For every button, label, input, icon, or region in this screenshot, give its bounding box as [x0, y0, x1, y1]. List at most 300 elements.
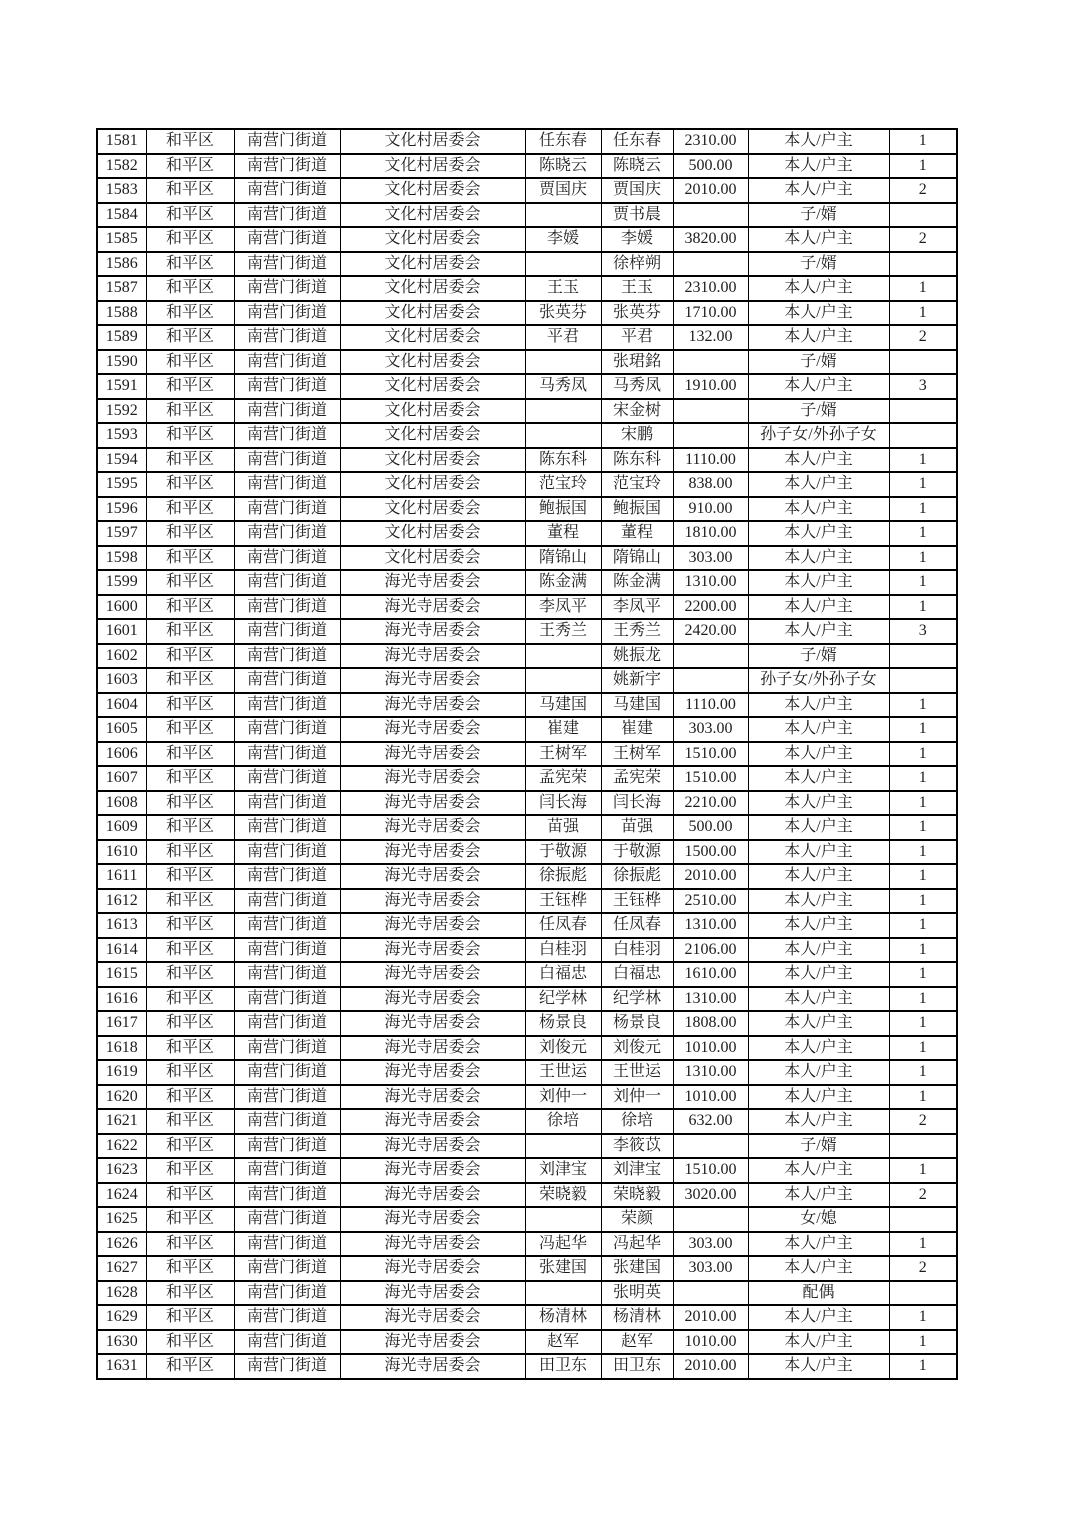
cell-member: 闫长海	[601, 791, 673, 816]
cell-committee: 海光寺居委会	[340, 815, 525, 840]
cell-count	[889, 1281, 957, 1306]
cell-amount: 2010.00	[673, 178, 748, 203]
table-row	[97, 668, 957, 693]
cell-name	[525, 644, 601, 669]
table-row	[97, 1109, 957, 1134]
cell-street: 南营门街道	[234, 570, 340, 595]
table-row	[97, 1281, 957, 1306]
cell-member: 马秀凤	[601, 374, 673, 399]
cell-name: 贾国庆	[525, 178, 601, 203]
cell-relation: 本人/户主	[748, 154, 889, 179]
cell-count: 1	[889, 889, 957, 914]
cell-member: 刘仲一	[601, 1085, 673, 1110]
table-row	[97, 497, 957, 522]
cell-member: 荣颜	[601, 1207, 673, 1232]
table-row	[97, 766, 957, 791]
table-row	[97, 1060, 957, 1085]
cell-committee: 文化村居委会	[340, 301, 525, 326]
cell-committee: 海光寺居委会	[340, 1207, 525, 1232]
cell-count: 1	[889, 864, 957, 889]
cell-relation: 本人/户主	[748, 1354, 889, 1379]
cell-relation: 本人/户主	[748, 1183, 889, 1208]
cell-committee: 海光寺居委会	[340, 668, 525, 693]
cell-count	[889, 1207, 957, 1232]
cell-committee: 海光寺居委会	[340, 1330, 525, 1355]
cell-name	[525, 1207, 601, 1232]
cell-seq: 1590	[97, 350, 146, 375]
cell-district: 和平区	[146, 595, 234, 620]
cell-street: 南营门街道	[234, 203, 340, 228]
cell-committee: 海光寺居委会	[340, 913, 525, 938]
cell-seq: 1605	[97, 717, 146, 742]
cell-district: 和平区	[146, 178, 234, 203]
cell-member: 苗强	[601, 815, 673, 840]
cell-street: 南营门街道	[234, 1085, 340, 1110]
cell-street: 南营门街道	[234, 693, 340, 718]
cell-count: 2	[889, 1109, 957, 1134]
table-row	[97, 1134, 957, 1159]
cell-member: 张建国	[601, 1256, 673, 1281]
cell-seq: 1583	[97, 178, 146, 203]
cell-district: 和平区	[146, 546, 234, 571]
cell-count: 1	[889, 595, 957, 620]
cell-member: 李凤平	[601, 595, 673, 620]
cell-street: 南营门街道	[234, 668, 340, 693]
cell-seq: 1584	[97, 203, 146, 228]
cell-seq: 1607	[97, 766, 146, 791]
cell-district: 和平区	[146, 448, 234, 473]
cell-seq: 1594	[97, 448, 146, 473]
table-row	[97, 472, 957, 497]
cell-amount: 1110.00	[673, 448, 748, 473]
cell-seq: 1620	[97, 1085, 146, 1110]
cell-street: 南营门街道	[234, 448, 340, 473]
cell-relation: 本人/户主	[748, 570, 889, 595]
cell-amount: 1610.00	[673, 962, 748, 987]
cell-amount: 1808.00	[673, 1011, 748, 1036]
cell-street: 南营门街道	[234, 252, 340, 277]
cell-district: 和平区	[146, 1158, 234, 1183]
cell-seq: 1625	[97, 1207, 146, 1232]
cell-member: 徐梓朔	[601, 252, 673, 277]
cell-count: 3	[889, 374, 957, 399]
table-row	[97, 203, 957, 228]
cell-seq: 1609	[97, 815, 146, 840]
cell-relation: 孙子女/外孙子女	[748, 423, 889, 448]
cell-district: 和平区	[146, 252, 234, 277]
cell-street: 南营门街道	[234, 791, 340, 816]
cell-relation: 配偶	[748, 1281, 889, 1306]
cell-member: 崔建	[601, 717, 673, 742]
cell-street: 南营门街道	[234, 962, 340, 987]
cell-seq: 1610	[97, 840, 146, 865]
cell-name: 董程	[525, 521, 601, 546]
cell-street: 南营门街道	[234, 1305, 340, 1330]
cell-amount: 1510.00	[673, 766, 748, 791]
cell-relation: 子/婿	[748, 350, 889, 375]
cell-street: 南营门街道	[234, 840, 340, 865]
cell-name: 徐振彪	[525, 864, 601, 889]
cell-member: 张明英	[601, 1281, 673, 1306]
cell-relation: 本人/户主	[748, 1330, 889, 1355]
cell-name: 苗强	[525, 815, 601, 840]
cell-committee: 文化村居委会	[340, 374, 525, 399]
cell-amount: 838.00	[673, 472, 748, 497]
cell-district: 和平区	[146, 791, 234, 816]
table-row	[97, 546, 957, 571]
cell-committee: 海光寺居委会	[340, 1109, 525, 1134]
cell-street: 南营门街道	[234, 889, 340, 914]
cell-name: 任凤春	[525, 913, 601, 938]
cell-member: 范宝玲	[601, 472, 673, 497]
cell-district: 和平区	[146, 325, 234, 350]
cell-committee: 海光寺居委会	[340, 619, 525, 644]
cell-committee: 海光寺居委会	[340, 766, 525, 791]
cell-street: 南营门街道	[234, 595, 340, 620]
cell-count: 2	[889, 1256, 957, 1281]
cell-name: 徐培	[525, 1109, 601, 1134]
cell-committee: 海光寺居委会	[340, 791, 525, 816]
cell-count: 1	[889, 276, 957, 301]
cell-committee: 海光寺居委会	[340, 1281, 525, 1306]
cell-seq: 1600	[97, 595, 146, 620]
cell-district: 和平区	[146, 423, 234, 448]
cell-name: 陈东科	[525, 448, 601, 473]
cell-amount: 2010.00	[673, 864, 748, 889]
cell-seq: 1622	[97, 1134, 146, 1159]
cell-street: 南营门街道	[234, 178, 340, 203]
cell-member: 杨景良	[601, 1011, 673, 1036]
table-row	[97, 252, 957, 277]
cell-relation: 本人/户主	[748, 448, 889, 473]
cell-district: 和平区	[146, 1134, 234, 1159]
cell-amount: 910.00	[673, 497, 748, 522]
cell-member: 白桂羽	[601, 938, 673, 963]
cell-member: 刘津宝	[601, 1158, 673, 1183]
cell-member: 孟宪荣	[601, 766, 673, 791]
cell-member: 贾国庆	[601, 178, 673, 203]
cell-amount: 303.00	[673, 1232, 748, 1257]
cell-name: 王秀兰	[525, 619, 601, 644]
cell-district: 和平区	[146, 962, 234, 987]
cell-seq: 1589	[97, 325, 146, 350]
cell-relation: 本人/户主	[748, 717, 889, 742]
cell-seq: 1608	[97, 791, 146, 816]
cell-seq: 1611	[97, 864, 146, 889]
cell-name: 田卫东	[525, 1354, 601, 1379]
cell-district: 和平区	[146, 987, 234, 1012]
cell-seq: 1630	[97, 1330, 146, 1355]
cell-amount: 500.00	[673, 815, 748, 840]
cell-count: 1	[889, 301, 957, 326]
cell-amount: 2310.00	[673, 276, 748, 301]
cell-district: 和平区	[146, 864, 234, 889]
cell-street: 南营门街道	[234, 619, 340, 644]
table-row	[97, 1183, 957, 1208]
cell-count	[889, 423, 957, 448]
cell-relation: 本人/户主	[748, 497, 889, 522]
cell-district: 和平区	[146, 619, 234, 644]
cell-count: 1	[889, 1330, 957, 1355]
cell-relation: 本人/户主	[748, 864, 889, 889]
cell-seq: 1595	[97, 472, 146, 497]
cell-amount: 632.00	[673, 1109, 748, 1134]
cell-street: 南营门街道	[234, 399, 340, 424]
cell-district: 和平区	[146, 1183, 234, 1208]
cell-amount: 1010.00	[673, 1036, 748, 1061]
table-row	[97, 276, 957, 301]
cell-street: 南营门街道	[234, 423, 340, 448]
cell-count: 1	[889, 840, 957, 865]
cell-amount	[673, 668, 748, 693]
cell-district: 和平区	[146, 1281, 234, 1306]
cell-street: 南营门街道	[234, 472, 340, 497]
cell-committee: 海光寺居委会	[340, 570, 525, 595]
cell-amount: 1010.00	[673, 1330, 748, 1355]
cell-count	[889, 1134, 957, 1159]
cell-relation: 本人/户主	[748, 619, 889, 644]
cell-relation: 本人/户主	[748, 276, 889, 301]
cell-amount: 1310.00	[673, 570, 748, 595]
cell-relation: 本人/户主	[748, 693, 889, 718]
cell-seq: 1585	[97, 227, 146, 252]
cell-committee: 海光寺居委会	[340, 1354, 525, 1379]
cell-committee: 海光寺居委会	[340, 962, 525, 987]
cell-district: 和平区	[146, 350, 234, 375]
cell-name: 刘津宝	[525, 1158, 601, 1183]
cell-committee: 海光寺居委会	[340, 1134, 525, 1159]
table-row	[97, 913, 957, 938]
cell-seq: 1587	[97, 276, 146, 301]
cell-street: 南营门街道	[234, 1281, 340, 1306]
cell-name: 张建国	[525, 1256, 601, 1281]
cell-relation: 本人/户主	[748, 178, 889, 203]
table-row	[97, 1232, 957, 1257]
cell-count: 1	[889, 472, 957, 497]
cell-name: 杨景良	[525, 1011, 601, 1036]
cell-amount: 500.00	[673, 154, 748, 179]
table-row	[97, 595, 957, 620]
cell-member: 刘俊元	[601, 1036, 673, 1061]
cell-name: 崔建	[525, 717, 601, 742]
cell-name: 范宝玲	[525, 472, 601, 497]
cell-amount: 1810.00	[673, 521, 748, 546]
cell-committee: 文化村居委会	[340, 521, 525, 546]
cell-district: 和平区	[146, 129, 234, 154]
cell-relation: 本人/户主	[748, 791, 889, 816]
cell-name: 刘俊元	[525, 1036, 601, 1061]
cell-member: 隋锦山	[601, 546, 673, 571]
cell-seq: 1623	[97, 1158, 146, 1183]
cell-count: 1	[889, 742, 957, 767]
cell-seq: 1596	[97, 497, 146, 522]
cell-committee: 文化村居委会	[340, 448, 525, 473]
cell-seq: 1597	[97, 521, 146, 546]
table-row	[97, 1011, 957, 1036]
cell-name: 鲍振国	[525, 497, 601, 522]
cell-district: 和平区	[146, 472, 234, 497]
table-row	[97, 1330, 957, 1355]
cell-seq: 1599	[97, 570, 146, 595]
cell-committee: 文化村居委会	[340, 252, 525, 277]
cell-street: 南营门街道	[234, 301, 340, 326]
resident-list-table	[96, 128, 958, 1380]
cell-amount: 2310.00	[673, 129, 748, 154]
cell-name: 陈金满	[525, 570, 601, 595]
cell-district: 和平区	[146, 840, 234, 865]
cell-relation: 本人/户主	[748, 1060, 889, 1085]
cell-member: 宋鹏	[601, 423, 673, 448]
cell-relation: 本人/户主	[748, 1158, 889, 1183]
cell-amount	[673, 350, 748, 375]
cell-amount	[673, 644, 748, 669]
cell-name	[525, 1134, 601, 1159]
cell-relation: 本人/户主	[748, 742, 889, 767]
table-row	[97, 742, 957, 767]
cell-amount: 2200.00	[673, 595, 748, 620]
cell-committee: 海光寺居委会	[340, 717, 525, 742]
cell-district: 和平区	[146, 374, 234, 399]
cell-seq: 1586	[97, 252, 146, 277]
cell-street: 南营门街道	[234, 1036, 340, 1061]
cell-name: 纪学林	[525, 987, 601, 1012]
cell-member: 荣晓毅	[601, 1183, 673, 1208]
cell-district: 和平区	[146, 1011, 234, 1036]
cell-committee: 文化村居委会	[340, 350, 525, 375]
cell-street: 南营门街道	[234, 938, 340, 963]
cell-district: 和平区	[146, 889, 234, 914]
cell-street: 南营门街道	[234, 864, 340, 889]
cell-amount: 303.00	[673, 1256, 748, 1281]
cell-count: 1	[889, 521, 957, 546]
table-row	[97, 840, 957, 865]
cell-relation: 本人/户主	[748, 938, 889, 963]
cell-count: 1	[889, 987, 957, 1012]
cell-name: 杨清林	[525, 1305, 601, 1330]
cell-district: 和平区	[146, 154, 234, 179]
cell-committee: 文化村居委会	[340, 154, 525, 179]
cell-street: 南营门街道	[234, 546, 340, 571]
cell-amount: 3820.00	[673, 227, 748, 252]
cell-amount	[673, 1207, 748, 1232]
cell-street: 南营门街道	[234, 987, 340, 1012]
cell-count: 1	[889, 570, 957, 595]
cell-relation: 本人/户主	[748, 521, 889, 546]
cell-count	[889, 644, 957, 669]
cell-count: 3	[889, 619, 957, 644]
cell-committee: 文化村居委会	[340, 178, 525, 203]
cell-member: 王世运	[601, 1060, 673, 1085]
cell-amount: 2010.00	[673, 1354, 748, 1379]
cell-member: 王钰桦	[601, 889, 673, 914]
table-row	[97, 619, 957, 644]
cell-committee: 海光寺居委会	[340, 864, 525, 889]
cell-street: 南营门街道	[234, 815, 340, 840]
cell-seq: 1598	[97, 546, 146, 571]
cell-seq: 1616	[97, 987, 146, 1012]
cell-relation: 本人/户主	[748, 325, 889, 350]
cell-seq: 1591	[97, 374, 146, 399]
cell-district: 和平区	[146, 1207, 234, 1232]
cell-street: 南营门街道	[234, 644, 340, 669]
cell-street: 南营门街道	[234, 1011, 340, 1036]
cell-relation: 子/婿	[748, 399, 889, 424]
table-row	[97, 570, 957, 595]
cell-member: 王秀兰	[601, 619, 673, 644]
cell-count: 1	[889, 497, 957, 522]
cell-seq: 1601	[97, 619, 146, 644]
cell-seq: 1619	[97, 1060, 146, 1085]
cell-seq: 1618	[97, 1036, 146, 1061]
cell-district: 和平区	[146, 766, 234, 791]
cell-count: 1	[889, 129, 957, 154]
cell-name: 张英芬	[525, 301, 601, 326]
cell-committee: 文化村居委会	[340, 129, 525, 154]
cell-street: 南营门街道	[234, 913, 340, 938]
cell-name: 于敬源	[525, 840, 601, 865]
cell-relation: 本人/户主	[748, 1232, 889, 1257]
cell-seq: 1613	[97, 913, 146, 938]
cell-district: 和平区	[146, 1060, 234, 1085]
cell-district: 和平区	[146, 668, 234, 693]
cell-committee: 海光寺居委会	[340, 742, 525, 767]
cell-relation: 本人/户主	[748, 227, 889, 252]
cell-amount: 132.00	[673, 325, 748, 350]
cell-name: 平君	[525, 325, 601, 350]
cell-relation: 本人/户主	[748, 1085, 889, 1110]
table-row	[97, 1085, 957, 1110]
table-row	[97, 129, 957, 154]
cell-count: 1	[889, 1011, 957, 1036]
cell-count: 1	[889, 1060, 957, 1085]
table-row	[97, 644, 957, 669]
cell-name: 赵军	[525, 1330, 601, 1355]
cell-street: 南营门街道	[234, 154, 340, 179]
cell-street: 南营门街道	[234, 129, 340, 154]
cell-committee: 海光寺居委会	[340, 1085, 525, 1110]
cell-amount: 1310.00	[673, 913, 748, 938]
cell-name: 冯起华	[525, 1232, 601, 1257]
cell-committee: 海光寺居委会	[340, 1256, 525, 1281]
cell-district: 和平区	[146, 1354, 234, 1379]
cell-seq: 1588	[97, 301, 146, 326]
cell-committee: 海光寺居委会	[340, 840, 525, 865]
cell-count: 1	[889, 154, 957, 179]
cell-name: 王钰桦	[525, 889, 601, 914]
cell-count: 1	[889, 1354, 957, 1379]
cell-seq: 1581	[97, 129, 146, 154]
table-row	[97, 693, 957, 718]
cell-member: 鲍振国	[601, 497, 673, 522]
cell-name: 隋锦山	[525, 546, 601, 571]
cell-district: 和平区	[146, 815, 234, 840]
cell-name: 马秀凤	[525, 374, 601, 399]
cell-relation: 本人/户主	[748, 595, 889, 620]
cell-name	[525, 252, 601, 277]
table-row	[97, 350, 957, 375]
cell-street: 南营门街道	[234, 1207, 340, 1232]
cell-amount: 1310.00	[673, 1060, 748, 1085]
cell-street: 南营门街道	[234, 350, 340, 375]
table-row	[97, 1305, 957, 1330]
cell-street: 南营门街道	[234, 1158, 340, 1183]
cell-committee: 海光寺居委会	[340, 1011, 525, 1036]
cell-member: 田卫东	[601, 1354, 673, 1379]
cell-district: 和平区	[146, 938, 234, 963]
cell-amount	[673, 1134, 748, 1159]
cell-committee: 海光寺居委会	[340, 1158, 525, 1183]
cell-district: 和平区	[146, 227, 234, 252]
